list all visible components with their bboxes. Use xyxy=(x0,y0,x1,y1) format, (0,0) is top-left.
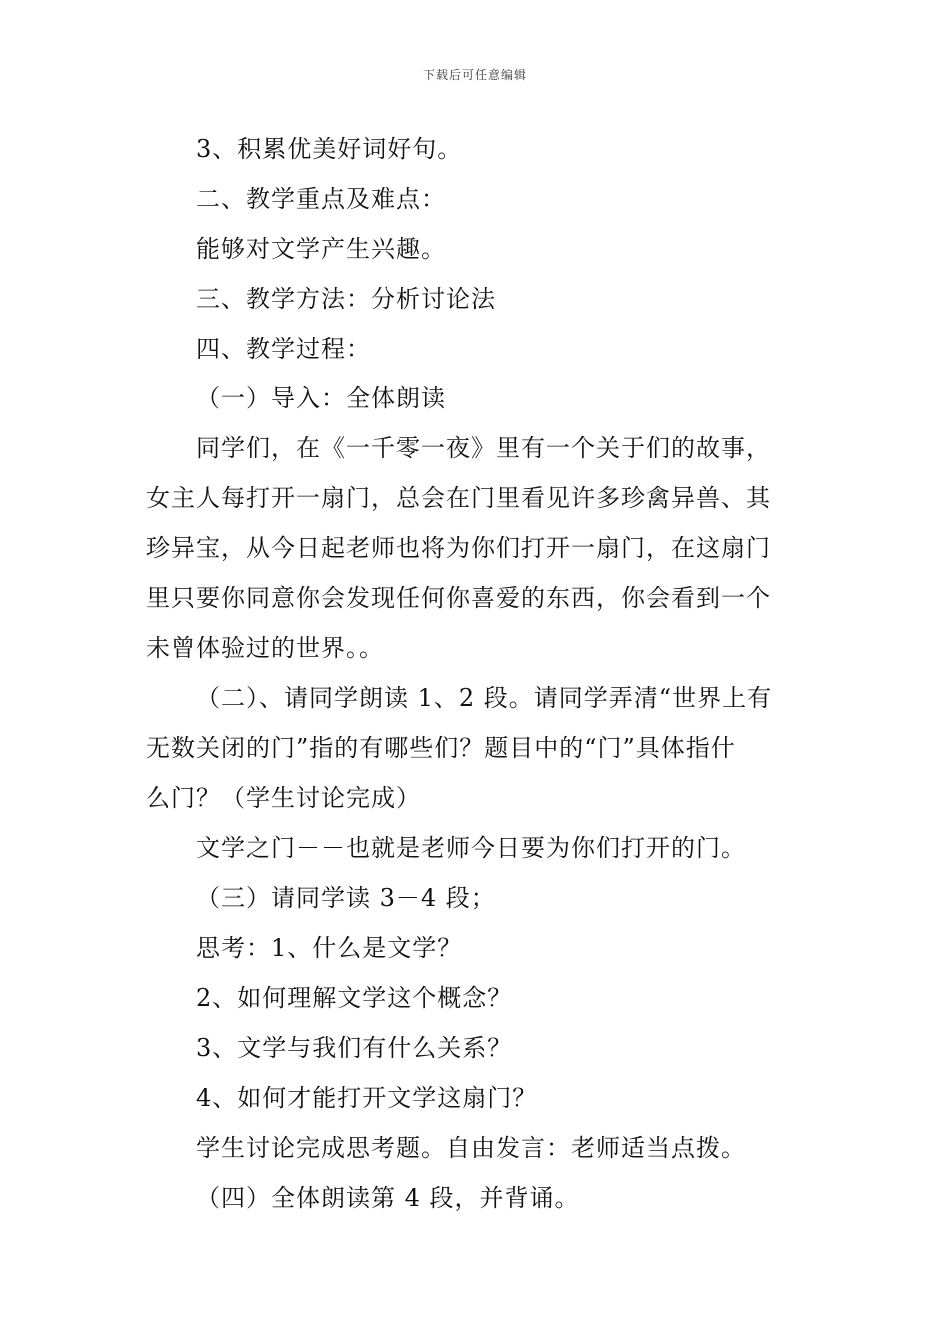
paragraph-line: 女主人每打开一扇门，总会在门里看见许多珍禽异兽、其 xyxy=(146,484,771,512)
paragraph-line: 里只要你同意你会发现任何你喜爱的东西，你会看到一个 xyxy=(146,584,771,612)
page-header: 下载后可任意编辑 xyxy=(422,68,527,82)
subheading-intro: （一）导入：全体朗读 xyxy=(196,384,446,412)
paragraph-line: 珍异宝，从今日起老师也将为你们打开一扇门，在这扇门 xyxy=(146,534,771,562)
section-heading-method: 三、教学方法：分析讨论法 xyxy=(196,285,496,313)
text-line-objective-3: 3、积累优美好词好句。 xyxy=(196,135,463,163)
paragraph-line: 无数关闭的门”指的有哪些们？题目中的“门”具体指什 xyxy=(146,734,736,762)
paragraph-line: 同学们，在《一千零一夜》里有一个关于们的故事， xyxy=(196,434,771,462)
question-line: 思考：1、什么是文学？ xyxy=(196,934,463,962)
section-heading-key-points: 二、教学重点及难点： xyxy=(196,185,446,213)
question-line: 3、文学与我们有什么关系？ xyxy=(196,1034,513,1062)
paragraph-line: 文学之门－－也就是老师今日要为你们打开的门。 xyxy=(196,834,746,862)
paragraph-line: 未曾体验过的世界。。 xyxy=(146,634,384,662)
question-line: 2、如何理解文学这个概念？ xyxy=(196,984,513,1012)
question-line: 4、如何才能打开文学这扇门？ xyxy=(196,1084,538,1112)
paragraph-line: 学生讨论完成思考题。自由发言：老师适当点拨。 xyxy=(196,1134,746,1162)
subheading-read-paragraphs: （二）、请同学朗读 1、2 段。请同学弄清“世界上有 xyxy=(196,684,773,712)
section-heading-process: 四、教学过程： xyxy=(196,335,371,363)
subheading-read-3-4: （三）请同学读 3－4 段； xyxy=(196,884,496,912)
text-line-key-point: 能够对文学产生兴趣。 xyxy=(196,235,446,263)
subheading-read-4: （四）全体朗读第 4 段，并背诵。 xyxy=(196,1184,580,1212)
paragraph-line: 么门？（学生讨论完成） xyxy=(146,784,421,812)
